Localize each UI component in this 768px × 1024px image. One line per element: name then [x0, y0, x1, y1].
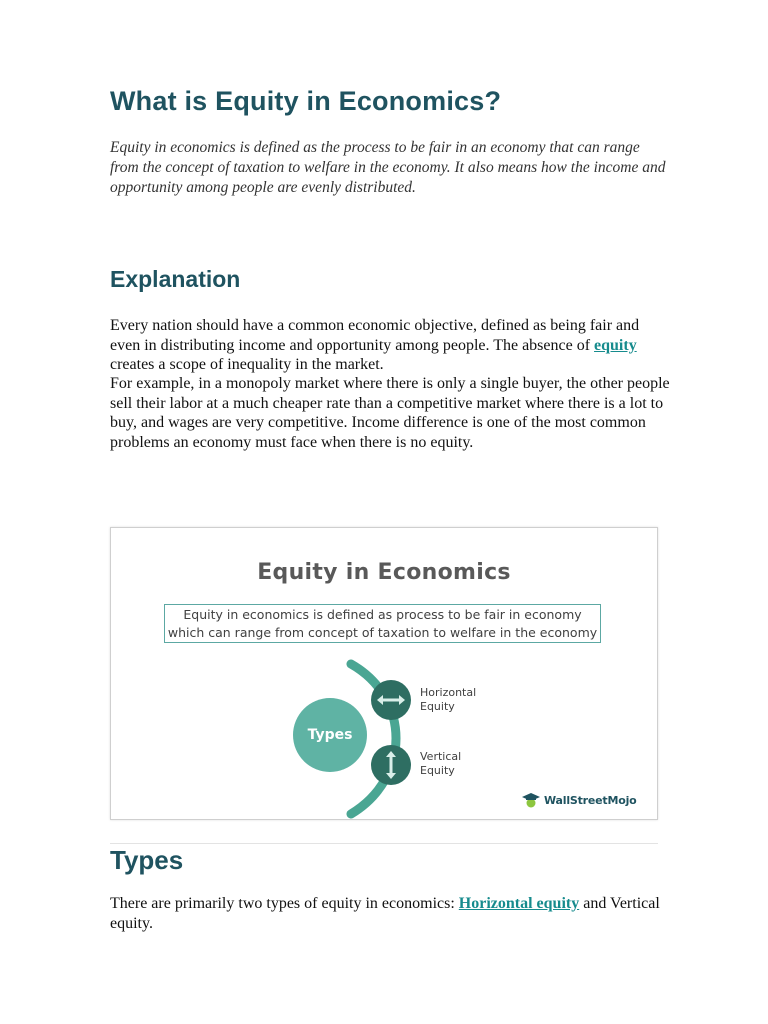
horizontal-label-line-2: Equity [420, 700, 455, 713]
logo-text: WallStreetMojo [544, 793, 637, 807]
infographic-title: Equity in Economics [257, 560, 511, 585]
equity-infographic [110, 527, 658, 820]
definition-line-1: Equity in economics is defined as process to be fair in economy [183, 607, 582, 622]
page-title: What is Equity in Economics? [110, 86, 502, 116]
vertical-equity-label [420, 750, 500, 778]
infographic-diagram [111, 528, 657, 819]
para3-text-before: There are primarily two types of equity in economics: [110, 895, 459, 912]
intro-paragraph: Equity in economics is defined as the process to be fair in an economy that can range from the concept of taxation to welfare in the economy. It also means how the income and opportunity among people are evenly distributed. [110, 139, 666, 196]
logo-icon [521, 790, 541, 810]
horizontal-equity-link[interactable]: Horizontal equity [458, 895, 580, 912]
vertical-label-line-2: Equity [420, 764, 455, 777]
explanation-paragraph-2: For example, in a monopoly market where there is only a single buyer, the other people sell their labor at a much cheaper rate than a competitive market where there is a lot to buy, and wages are very competitive. Income difference is one of the most common problems an economy must face when there is no equity. [110, 375, 670, 451]
explanation-heading: Explanation [110, 266, 241, 292]
vertical-label-line-1: Vertical [420, 750, 462, 763]
types-paragraph [110, 894, 670, 933]
section-divider [110, 843, 658, 844]
wallstreetmojo-logo [521, 790, 637, 810]
types-heading: Types [110, 845, 184, 875]
para3-text-after: and Vertical equity. [110, 895, 660, 932]
equity-link[interactable]: equity [594, 336, 637, 354]
types-label: Types [307, 727, 353, 743]
definition-line-2: which can range from concept of taxation to welfare in the economy [167, 625, 598, 640]
para1-text-before: Every nation should have a common economic objective, defined as being fair and even in distributing income and opportunity among people. The absence of [110, 317, 640, 354]
explanation-paragraph-1 [110, 316, 670, 375]
para1-text-after: creates a scope of inequality in the market. [110, 356, 384, 373]
horizontal-label-line-1: Horizontal [420, 686, 477, 699]
horizontal-equity-label [420, 686, 500, 714]
